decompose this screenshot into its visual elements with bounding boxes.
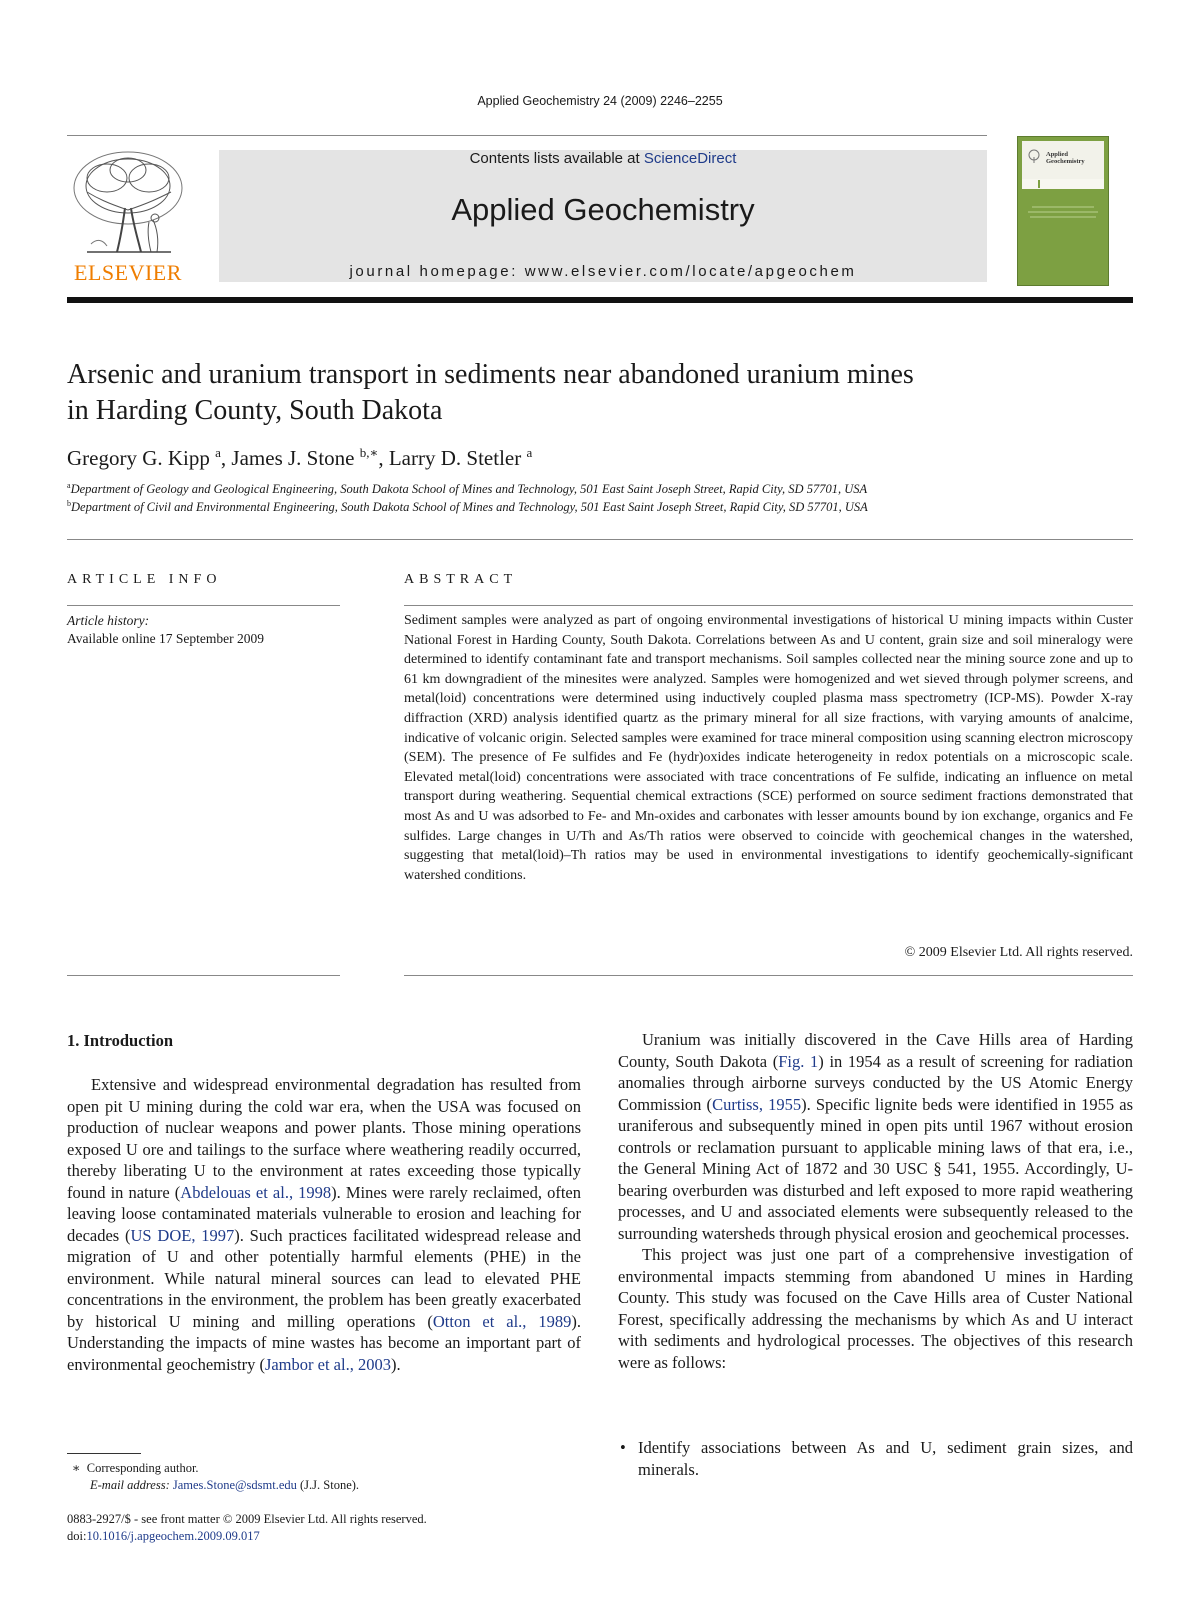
abstract-text: Sediment samples were analyzed as part of ongoing environmental investigations of historical U mining impacts within Custer National Forest in Harding County, South Dakota. Correlations between As and U content, grain size and soil mineralogy were determined to identify contaminant fate and transport mechanisms. Soil samples collected near the mining source zone and up to 61 km downgradient of the minesites were analyzed. Samples were homogenized and wet sieved through polymer screens, and metal(loid) concentrations were determined using inductively coupled plasma mass spectrometry (ICP-MS). Powder X-ray diffraction (XRD) analysis identified quartz as the primary mineral for all size fractions, with varying amounts of analcime, indicative of volcanic origin. Selected samples were examined for trace mineral composition using scanning electron microscopy (SEM). The presence of Fe sulfides and Fe (hydr)oxides indicate heterogeneity in redox potentials on a microscopic scale. Elevated metal(loid) concentrations were associated with trace concentrations of Fe sulfide, indicating an influence on metal transport during weathering. Sequential chemical extractions (SCE) performed on source sediment fractions demonstrated that most As and U was adsorbed to Fe- and Mn-oxides and carbonates with lesser amounts bound by ion exchange, organics and Fe sulfides. Large changes in U/Th and As/Th ratios were observed to coincide with geochemical changes in the watershed, suggesting that metal(loid)–Th ratios may be used in environmental investigations to identify geochemically-significant watershed conditions. bbox=[404, 613, 1133, 883]
reference-link[interactable]: US DOE, 1997 bbox=[130, 1225, 235, 1245]
author-affiliation-mark[interactable]: a bbox=[215, 445, 221, 460]
cover-header bbox=[1022, 141, 1104, 179]
author-affiliation-mark[interactable]: a bbox=[526, 445, 533, 460]
author-separator: , bbox=[378, 446, 389, 470]
article-info-bottom-rule bbox=[67, 975, 340, 976]
article-title-line-1: Arsenic and uranium transport in sediments near abandoned uranium mines bbox=[67, 359, 914, 390]
author-name[interactable]: James J. Stone bbox=[231, 446, 355, 470]
author-name[interactable]: Gregory G. Kipp bbox=[67, 446, 210, 470]
intro-text: ). Understanding the impacts of mine wastes has become an important part of environmental geochemistry ( bbox=[67, 1311, 581, 1374]
email-suffix: (J.J. Stone). bbox=[300, 1478, 360, 1492]
author-name[interactable]: Larry D. Stetler bbox=[388, 446, 522, 470]
tree-logo-icon bbox=[67, 148, 189, 258]
intro-paragraph: This project was just one part of a comprehensive investigation of environmental impacts stemming from abandoned U mines in Harding County. This study was focused on the Cave Hills area of Custer National Forest, specifically addressing the mechanisms by which As and U interact with sediments and hydrological processes. The objectives of this research were as follows: bbox=[618, 1245, 1133, 1372]
intro-left-column bbox=[67, 1074, 581, 1375]
list-item-text: Identify associations between As and U, sediment grain sizes, and minerals. bbox=[638, 1438, 1133, 1479]
reference-link[interactable]: Curtiss, 1955 bbox=[712, 1094, 802, 1114]
doi-line bbox=[67, 1528, 260, 1545]
footnote-mark: ∗ bbox=[72, 1461, 81, 1475]
intro-paragraph bbox=[618, 1029, 1133, 1244]
cover-tree-icon bbox=[1027, 149, 1041, 163]
journal-homepage[interactable]: journal homepage: www.elsevier.com/locate/apgeochem bbox=[349, 263, 857, 280]
abstract-copyright: © 2009 Elsevier Ltd. All rights reserved. bbox=[904, 945, 1133, 960]
article-info-heading: ARTICLE INFO bbox=[67, 572, 222, 587]
front-matter-rule bbox=[67, 539, 1133, 540]
footnote-rule bbox=[67, 1453, 141, 1454]
bullet-icon: • bbox=[620, 1438, 626, 1457]
objectives-list bbox=[618, 1437, 1133, 1480]
reference-link[interactable]: Abdelouas et al., 1998 bbox=[180, 1182, 332, 1202]
publisher-logo[interactable] bbox=[67, 148, 189, 284]
list-item bbox=[618, 1437, 1133, 1480]
masthead-rule bbox=[67, 297, 1133, 303]
front-matter-line: 0883-2927/$ - see front matter © 2009 Elsevier Ltd. All rights reserved. bbox=[67, 1512, 427, 1526]
figure-link[interactable]: Fig. 1 bbox=[778, 1051, 819, 1071]
author-list bbox=[67, 445, 532, 471]
cover-band bbox=[1022, 179, 1104, 189]
journal-citation: Applied Geochemistry 24 (2009) 2246–2255 bbox=[477, 94, 723, 108]
intro-text: ). bbox=[390, 1354, 401, 1374]
email-label: E-mail address: bbox=[90, 1478, 170, 1492]
affiliation-b bbox=[67, 499, 868, 515]
intro-text: Uranium was initially discovered in the Cave Hills area of Harding County, South Dakota ( bbox=[618, 1030, 1133, 1071]
intro-paragraph bbox=[67, 1074, 581, 1375]
contents-prefix: Contents lists available at bbox=[469, 150, 644, 167]
email-note bbox=[90, 1477, 359, 1494]
abstract-bottom-rule bbox=[404, 975, 1133, 976]
reference-link[interactable]: Jambor et al., 2003 bbox=[264, 1354, 391, 1374]
cover-mark bbox=[1038, 180, 1040, 188]
intro-text: ). Mines were rarely reclaimed, often leaving loose contaminated materials vulnerable to erosion and leaching for decades ( bbox=[67, 1182, 581, 1245]
reference-link[interactable]: Otton et al., 1989 bbox=[432, 1311, 572, 1331]
abstract-heading: ABSTRACT bbox=[404, 572, 518, 587]
article-title-line-2: in Harding County, South Dakota bbox=[67, 395, 443, 426]
cover-title: Applied Geochemistry bbox=[1046, 151, 1085, 165]
article-history-label: Article history: bbox=[67, 613, 150, 628]
sciencedirect-link[interactable]: ScienceDirect bbox=[643, 150, 737, 167]
header-rule bbox=[67, 135, 987, 136]
intro-text: ) in 1954 as a result of screening for radiation anomalies through airborne surveys conducted by the US Atomic Energy Commission ( bbox=[618, 1051, 1134, 1114]
cover-text-lines bbox=[1018, 197, 1108, 237]
journal-title: Applied Geochemistry bbox=[451, 192, 755, 227]
email-link[interactable]: James.Stone@sdsmt.edu bbox=[172, 1478, 297, 1492]
article-info-rule bbox=[67, 605, 340, 606]
affiliation-a bbox=[67, 481, 867, 497]
doi-prefix: doi: bbox=[67, 1529, 87, 1543]
available-online-date: Available online 17 September 2009 bbox=[67, 631, 264, 646]
journal-cover-thumbnail[interactable] bbox=[1017, 136, 1109, 286]
article-title bbox=[67, 357, 1133, 429]
corresponding-label: Corresponding author. bbox=[86, 1461, 199, 1475]
section-heading-introduction: 1. Introduction bbox=[67, 1031, 174, 1050]
intro-right-column bbox=[618, 1029, 1133, 1373]
author-affiliation-mark[interactable]: b,∗ bbox=[359, 445, 379, 460]
doi-link[interactable]: 10.1016/j.apgeochem.2009.09.017 bbox=[86, 1529, 260, 1543]
author-separator: , bbox=[220, 446, 232, 470]
affiliation-text: Department of Geology and Geological Engineering, South Dakota School of Mines and Technology, 501 East Saint Joseph Street, Rapid City, SD 57701, USA bbox=[70, 482, 868, 497]
corresponding-author-note bbox=[72, 1460, 199, 1477]
affiliation-text: Department of Civil and Environmental Engineering, South Dakota School of Mines and Technology, 501 East Saint Joseph Street, Rapid City, SD 57701, USA bbox=[71, 500, 868, 515]
intro-text: Extensive and widespread environmental degradation has resulted from open pit U mining during the cold war era, when the USA was focused on production of nuclear weapons and power plants. Those mining operations exposed U ore and tailings to the surface where weathering readily occurred, thereby liberating U to the environment at rates exceeding those typically found in nature ( bbox=[67, 1075, 581, 1202]
affiliation-mark: b bbox=[67, 499, 71, 508]
intro-text: ). Such practices facilitated widespread release and migration of U and other potentially harmful elements (PHE) in the environment. While natural mineral sources can lead to elevated PHE concentrations in the environment, the problem has been greatly exacerbated by historical U mining and milling operations ( bbox=[67, 1225, 581, 1331]
contents-line bbox=[219, 150, 987, 168]
affiliation-mark: a bbox=[67, 481, 71, 490]
abstract-rule bbox=[404, 605, 1133, 606]
journal-banner bbox=[219, 150, 987, 282]
publisher-wordmark: ELSEVIER bbox=[74, 260, 182, 285]
intro-text: ). Specific lignite beds were identified in 1955 as uraniferous and subsequently mined in open pits until 1967 without erosion controls or reclamation pursuant to applicable mining laws of that era, i.e., the General Mining Act of 1872 and 30 USC § 541, 1955. Accordingly, U-bearing overburden was disturbed and left exposed to more rapid weathering processes, and U and associated elements were subsequently released to the surrounding watersheds through physical erosion and geochemical processes. bbox=[618, 1094, 1134, 1243]
